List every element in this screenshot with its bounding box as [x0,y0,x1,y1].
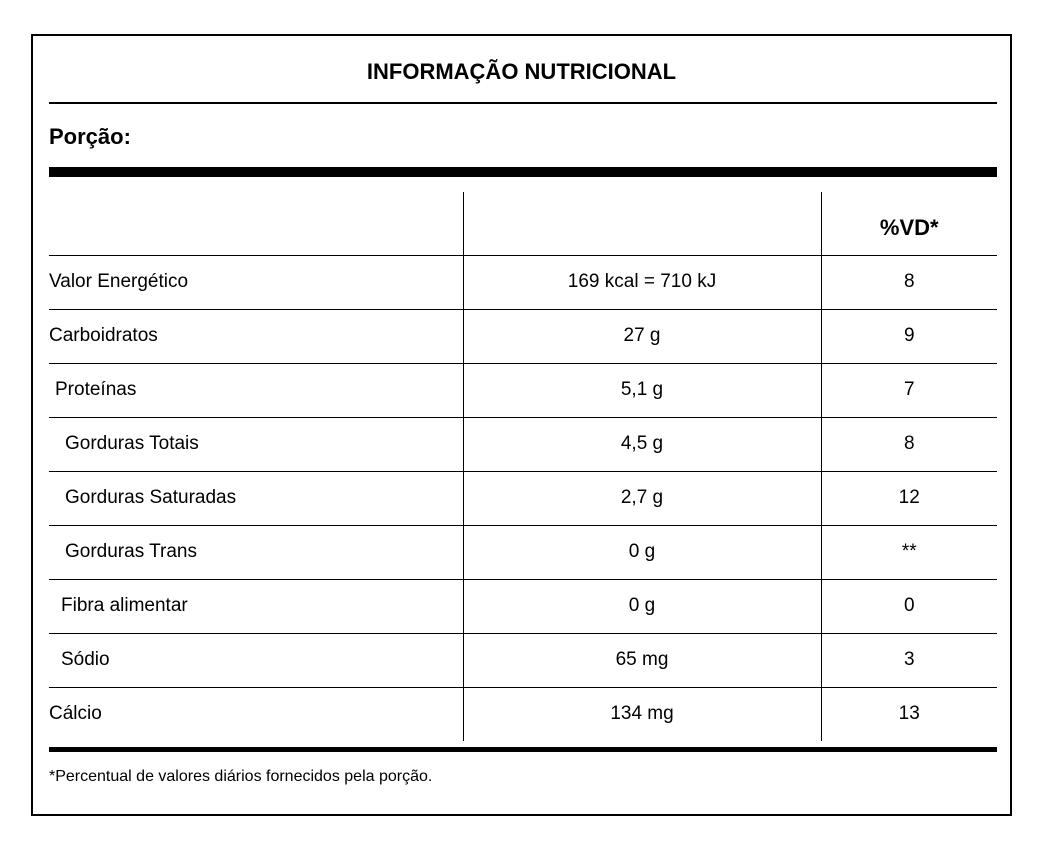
nutrient-vd: 3 [821,633,997,687]
nutrition-facts-panel [31,34,1012,816]
footnote: *Percentual de valores diários fornecidos pela porção. [49,768,433,785]
nutrient-amount: 2,7 g [463,471,821,525]
nutrient-vd: 8 [821,255,997,309]
nutrient-amount: 5,1 g [463,363,821,417]
nutrient-amount: 65 mg [463,633,821,687]
nutrient-name: Carboidratos [49,309,463,363]
table-header-row [49,192,997,255]
table-row [49,471,997,525]
nutrient-vd: 9 [821,309,997,363]
table-row [49,417,997,471]
nutrient-name: Cálcio [49,703,102,724]
portion-label: Porção: [49,124,131,149]
table-row [49,363,997,417]
table-row [49,309,997,363]
nutrient-name: Proteínas [49,363,463,417]
nutrient-amount: 0 g [463,525,821,579]
thick-divider [49,167,997,177]
header-vd: %VD* [821,192,997,255]
nutrient-amount: 169 kcal = 710 kJ [463,255,821,309]
table-row [49,633,997,687]
nutrient-name: Gorduras Trans [49,525,463,579]
nutrient-vd: 0 [821,579,997,633]
nutrient-amount: 134 mg [463,687,821,741]
nutrition-table [49,192,997,741]
nutrient-amount: 4,5 g [463,417,821,471]
nutrient-name: Fibra alimentar [49,579,463,633]
nutrient-name: Gorduras Totais [49,417,463,471]
nutrient-vd: 12 [821,471,997,525]
header-nutrient [49,192,463,255]
nutrient-amount: 0 g [463,579,821,633]
table-row [49,255,997,309]
nutrient-vd: 7 [821,363,997,417]
table-row [49,579,997,633]
header-amount [463,192,821,255]
table-row [49,525,997,579]
title-divider [49,102,997,104]
nutrient-vd: 13 [898,703,920,724]
nutrient-name: Gorduras Saturadas [49,471,463,525]
nutrient-vd: 8 [821,417,997,471]
bottom-divider [49,747,997,752]
nutrient-name: Sódio [49,633,463,687]
nutrient-amount: 27 g [463,309,821,363]
nutrient-name: Valor Energético [49,255,463,309]
nutrient-vd: ** [821,525,997,579]
panel-title: INFORMAÇÃO NUTRICIONAL [366,59,677,84]
table-row [49,687,997,741]
